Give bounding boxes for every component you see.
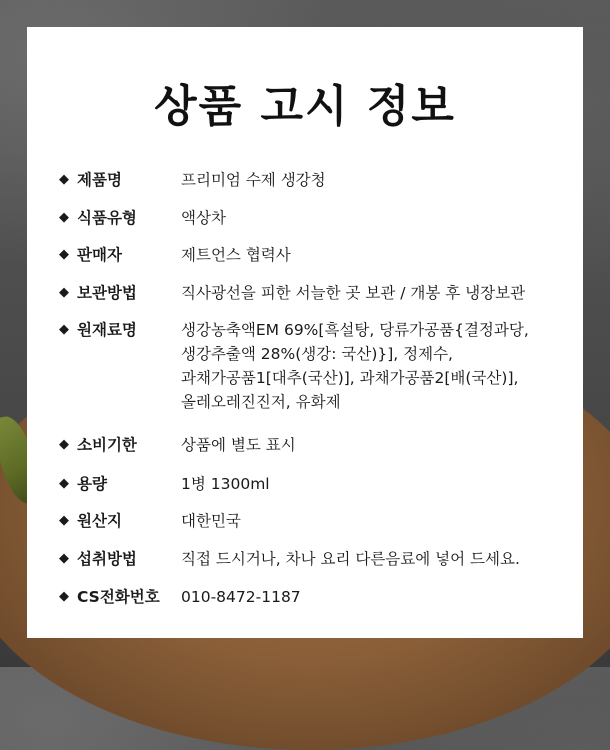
diamond-bullet-icon: ◆ xyxy=(59,551,69,566)
diamond-bullet-icon: ◆ xyxy=(59,437,69,452)
info-row-volume xyxy=(59,472,270,496)
diamond-bullet-icon: ◆ xyxy=(59,589,69,604)
row-label: 제품명 xyxy=(77,171,122,189)
row-value: 직접 드시거나, 차나 요리 다른음료에 넣어 드세요. xyxy=(181,550,520,568)
row-value: 상품에 별도 표시 xyxy=(181,436,296,454)
row-value: 직사광선을 피한 서늘한 곳 보관 / 개봉 후 냉장보관 xyxy=(181,284,526,302)
row-label: CS전화번호 xyxy=(77,588,160,606)
row-label: 판매자 xyxy=(77,246,122,264)
info-row-ingredients xyxy=(59,318,529,414)
row-label: 원재료명 xyxy=(77,321,137,339)
page-title: 상품 고시 정보 xyxy=(154,81,456,132)
diamond-bullet-icon: ◆ xyxy=(59,513,69,528)
info-row-intake-method xyxy=(59,547,520,571)
diamond-bullet-icon: ◆ xyxy=(59,476,69,491)
info-row-origin xyxy=(59,509,241,533)
row-value: 010-8472-1187 xyxy=(181,588,301,606)
row-value: 액상차 xyxy=(181,209,226,227)
row-value: 대한민국 xyxy=(181,512,241,530)
row-value: 프리미엄 수제 생강청 xyxy=(181,171,326,189)
info-row-cs-phone xyxy=(59,585,301,609)
row-value: 생강농축액EM 69%[흑설탕, 당류가공품{결정과당, 생강추출액 28%(생강: 국산)}], 정제수, 과채가공품1[대추(국산)], 과채가공품2[배(국산)], 올레오레진진저, 유화제 xyxy=(181,321,529,411)
row-label: 섭취방법 xyxy=(77,550,137,568)
row-label: 소비기한 xyxy=(77,436,137,454)
info-card xyxy=(27,27,583,638)
diamond-bullet-icon: ◆ xyxy=(59,285,69,300)
row-value: 제트언스 협력사 xyxy=(181,246,291,264)
row-label: 보관방법 xyxy=(77,284,137,302)
info-row-seller xyxy=(59,243,291,267)
diamond-bullet-icon: ◆ xyxy=(59,172,69,187)
diamond-bullet-icon: ◆ xyxy=(59,247,69,262)
info-row-food-type xyxy=(59,206,226,230)
diamond-bullet-icon: ◆ xyxy=(59,322,69,337)
row-label: 용량 xyxy=(77,475,107,493)
row-label: 식품유형 xyxy=(77,209,137,227)
info-row-product-name xyxy=(59,168,326,192)
row-value: 1병 1300ml xyxy=(181,475,270,493)
info-row-expiry xyxy=(59,433,296,457)
diamond-bullet-icon: ◆ xyxy=(59,210,69,225)
row-label: 원산지 xyxy=(77,512,122,530)
info-row-storage xyxy=(59,281,525,305)
